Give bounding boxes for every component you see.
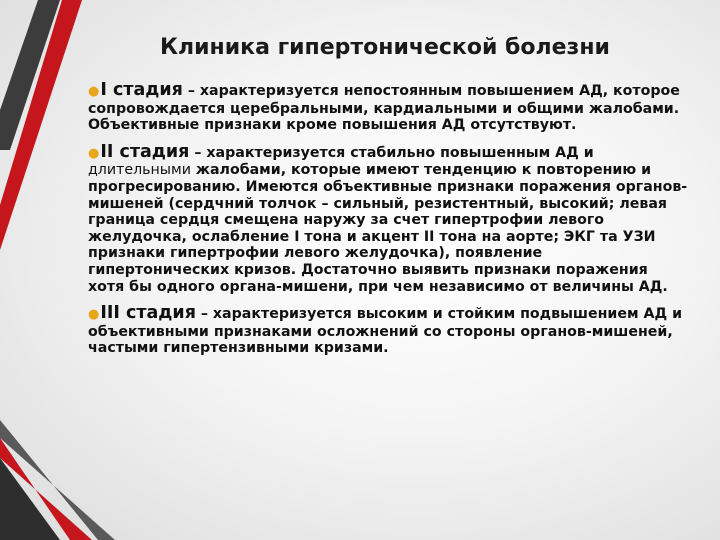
stage-3-text: – характеризуется высоким и стойким подвышением АД и объективными признаками осложнений со стороны органов-мишеней, частыми гипертензивными кризами. — [88, 306, 683, 357]
slide-content — [88, 82, 688, 367]
bullet-icon: ● — [88, 307, 100, 323]
stage-2-text-a: – характеризуется стабильно повышенным АД и — [189, 144, 594, 161]
bullet-icon: ● — [88, 84, 100, 99]
slide-title: Клиника гипертонической болезни — [160, 35, 610, 60]
stage-1-text: – характеризуется непостоянным повышением АД, которое сопровождается церебральными, кардиальными и общими жалобами. Объективные признаки кроме повышения АД отсутствуют. — [88, 83, 680, 134]
stage-2-text-b: жалобами, которые имеют тенденцию к повторению и прогресированию. Имеются объективные признаки поражения органов-мишеней (сердчний толчок – сильный, резистентный, высокий; левая граница сердця смещена наружу за счет гипертрофии левого желудочка, ослабление I тона и акцент II тона на аорте; ЭКГ та УЗИ признаки гипертрофии левого желудочка), появление гипертонических кризов. Достаточно выявить признаки поражения хотя бы одного органа-мишени, при чем независимо от величины АД. — [88, 162, 688, 295]
stage-1-paragraph — [88, 82, 688, 134]
stage-2-paragraph — [88, 141, 688, 295]
stripe-dark-corner — [0, 458, 60, 540]
stage-3-label: III стадия — [100, 303, 196, 324]
stage-2-text-light: длительными — [88, 162, 191, 179]
bullet-icon: ● — [88, 145, 100, 161]
stage-3-paragraph — [88, 305, 688, 357]
stage-2-label: II стадия — [100, 141, 190, 162]
stage-1-label: I стадия — [100, 80, 183, 100]
